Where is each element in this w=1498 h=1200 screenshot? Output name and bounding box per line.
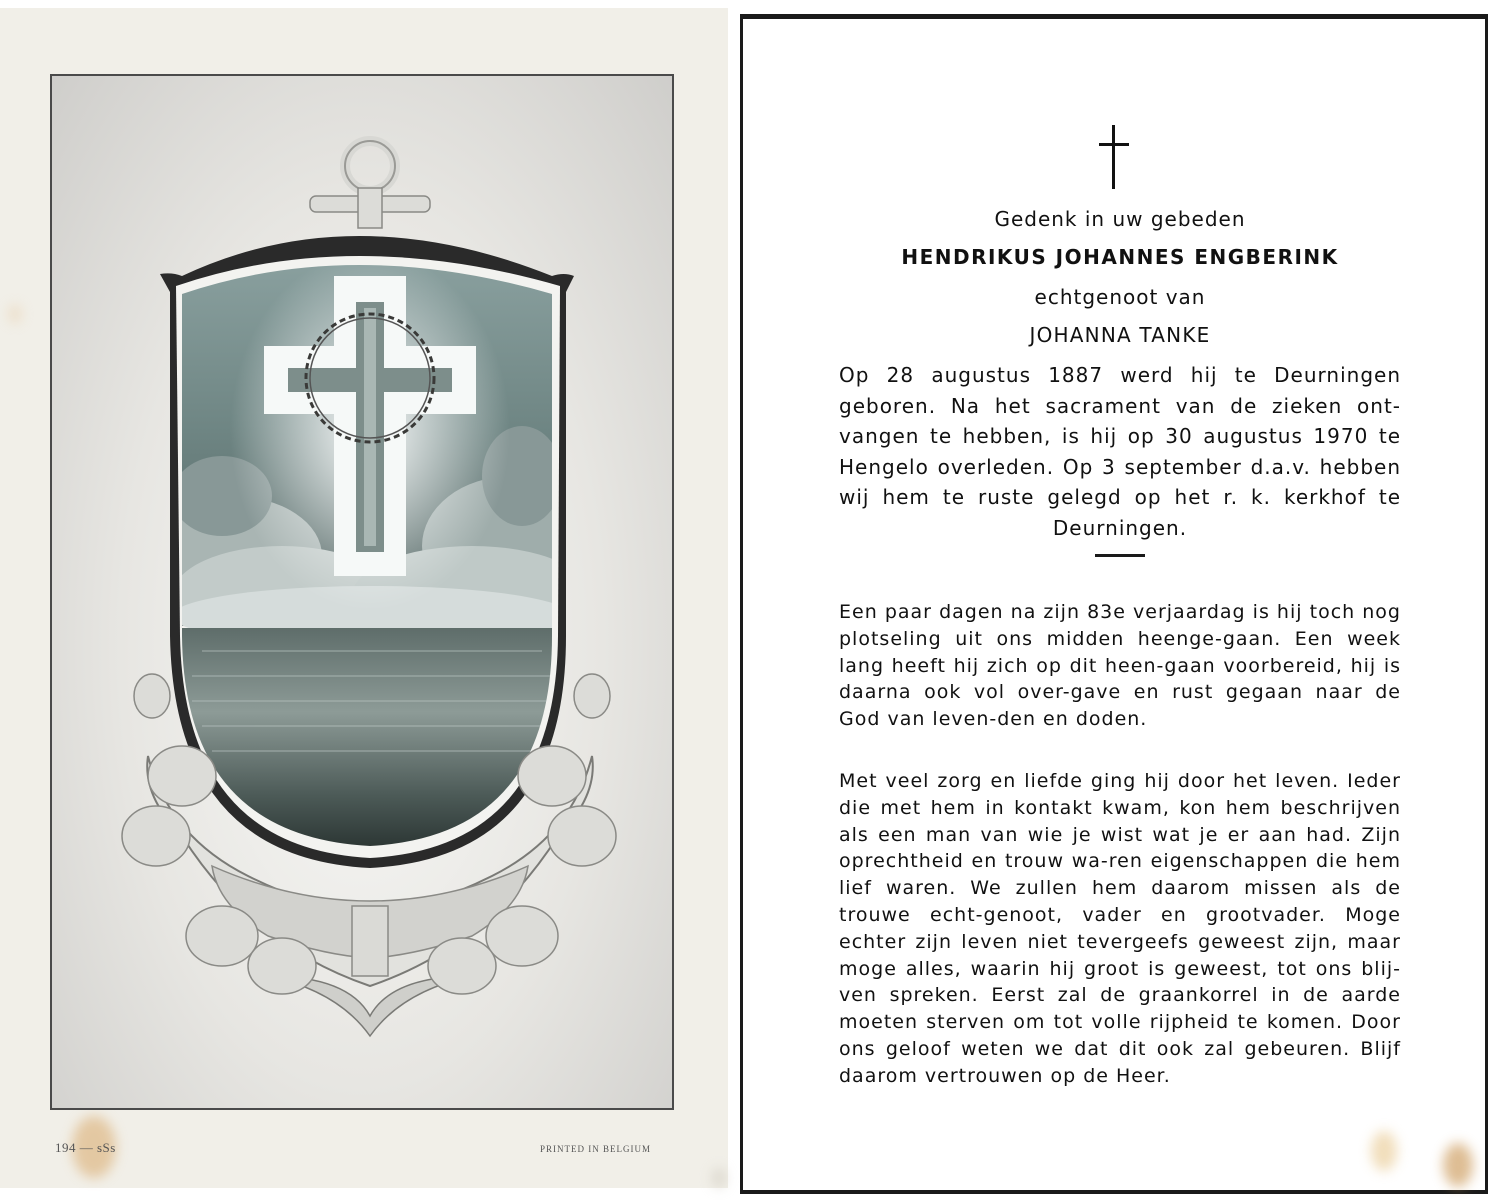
age-stain — [712, 1168, 726, 1188]
remembrance-paragraph-2: Met veel zorg en liefde ging hij door het leven. Ieder die met hem in kontakt kwam, kon hem beschrijven als een man van wie je wist wat je er aan had. Zijn oprechtheid en trouw wa-ren eigenschappen die hem lief waren. We zullen hem daarom missen als de trouwe echt-genoot, vader en grootvader. Moge echter zijn leven niet tevergeefs geweest zijn, maar moge alles, waarin hij groot is geweest, tot ons blij-ven spreken. Eerst zal de graankorrel in de aarde moeten sterven om tot volle rijpheid te komen. Door ons geloof weten we dat dit ook zal gebeuren. Blijf daarom vertrouwen op de Heer. — [839, 770, 1401, 1087]
anchor-top-icon — [310, 141, 430, 228]
biography-paragraph: Op 28 augustus 1887 werd hij te Deurningen geboren. Na het sacrament van de zieken ont-vangen te hebben, is hij op 30 augustus 1970 te Hengelo overleden. Op 3 september d.a.v. hebben wij hem te ruste gelegd op het r. k. kerkhof te Deurningen. — [839, 363, 1401, 540]
print-reference-code: 194 — sSs — [55, 1140, 116, 1155]
anchor-cross-illustration — [52, 76, 672, 1108]
age-stain — [8, 304, 22, 324]
age-stain — [1443, 1143, 1473, 1187]
age-stain — [1371, 1131, 1397, 1171]
section-divider — [1095, 554, 1145, 557]
relation-line: echtgenoot van — [1034, 285, 1206, 309]
intro-line: Gedenk in uw gebeden — [994, 207, 1246, 231]
printed-in-label: PRINTED IN BELGIUM — [540, 1144, 651, 1154]
memorial-card-back — [740, 14, 1488, 1194]
deceased-name: HENDRIKUS JOHANNES ENGBERINK — [901, 245, 1339, 269]
memorial-card-front — [0, 8, 728, 1188]
latin-cross-icon — [743, 125, 1485, 193]
devotional-illustration — [50, 74, 674, 1110]
remembrance-paragraph-1: Een paar dagen na zijn 83e verjaardag is hij toch nog plotseling uit ons midden heenge-gaan. Een week lang heeft hij zich op dit heen-gaan voorbereid, hij is daarna ook vol over-gave en rust gegaan naar de God van leven-den en doden. — [839, 601, 1401, 731]
spouse-name: JOHANNA TANKE — [1029, 323, 1211, 347]
